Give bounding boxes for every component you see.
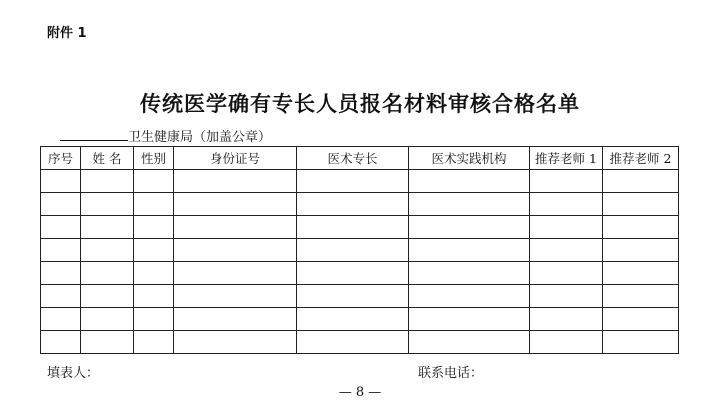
table-cell [603,262,679,285]
table-row [41,170,679,193]
table-cell [81,285,134,308]
table-cell [174,262,297,285]
table-cell [409,193,530,216]
table-header-row [41,147,679,170]
table-cell [174,216,297,239]
table-cell [297,170,409,193]
table-cell [174,193,297,216]
table-cell [134,308,174,331]
table-cell [409,285,530,308]
phone-label: 联系电话： [418,366,484,381]
header-institution: 医术实践机构 [409,147,530,170]
table-cell [174,170,297,193]
table-cell [603,308,679,331]
table-cell [41,285,81,308]
header-id-number: 身份证号 [174,147,297,170]
table-cell [134,216,174,239]
table-row [41,308,679,331]
table-cell [174,308,297,331]
header-teacher-1: 推荐老师 1 [530,147,603,170]
table-cell [603,193,679,216]
page-title: 传统医学确有专长人员报名材料审核合格名单 [140,92,580,116]
table-cell [41,216,81,239]
header-specialty: 医术专长 [297,147,409,170]
table-cell [409,170,530,193]
table-cell [530,170,603,193]
table-cell [530,308,603,331]
table-cell [81,239,134,262]
table-cell [134,285,174,308]
table-body [41,170,679,354]
candidate-table [40,146,679,354]
table-cell [81,170,134,193]
table-cell [81,331,134,354]
table-row [41,239,679,262]
table-cell [41,331,81,354]
table-cell [603,170,679,193]
table-cell [409,239,530,262]
attachment-label: 附件 1 [47,26,87,41]
table-cell [409,216,530,239]
table-row [41,193,679,216]
table-cell [174,285,297,308]
table-cell [603,331,679,354]
table-row [41,216,679,239]
table-cell [41,239,81,262]
table-cell [603,285,679,308]
table-cell [81,262,134,285]
table-row [41,331,679,354]
filler-label: 填表人： [47,366,100,381]
table-cell [41,193,81,216]
table-cell [530,331,603,354]
table-cell [409,308,530,331]
table-cell [530,285,603,308]
table-cell [530,216,603,239]
header-gender: 性别 [134,147,174,170]
table-cell [530,262,603,285]
table-cell [603,239,679,262]
header-teacher-2: 推荐老师 2 [603,147,679,170]
table-cell [409,331,530,354]
table-cell [530,239,603,262]
issuer-suffix: 卫生健康局（加盖公章） [128,130,272,145]
table-cell [81,216,134,239]
table-cell [174,239,297,262]
table-cell [297,262,409,285]
table-cell [297,285,409,308]
table-cell [41,308,81,331]
table-cell [81,308,134,331]
table-cell [174,331,297,354]
table-cell [41,262,81,285]
table-cell [409,262,530,285]
table-cell [81,193,134,216]
header-name: 姓 名 [81,147,134,170]
issuer-blank [60,128,128,141]
table-cell [297,308,409,331]
page-number: — 8 — [338,385,382,400]
table-row [41,285,679,308]
table-cell [134,170,174,193]
table-cell [297,239,409,262]
table-cell [41,170,81,193]
table-cell [134,193,174,216]
table-cell [134,262,174,285]
table-cell [134,239,174,262]
table-cell [297,193,409,216]
table-cell [603,216,679,239]
table-cell [297,331,409,354]
issuer-line [60,126,271,145]
header-index: 序号 [41,147,81,170]
table-row [41,262,679,285]
table-cell [530,193,603,216]
table-cell [134,331,174,354]
table-cell [297,216,409,239]
